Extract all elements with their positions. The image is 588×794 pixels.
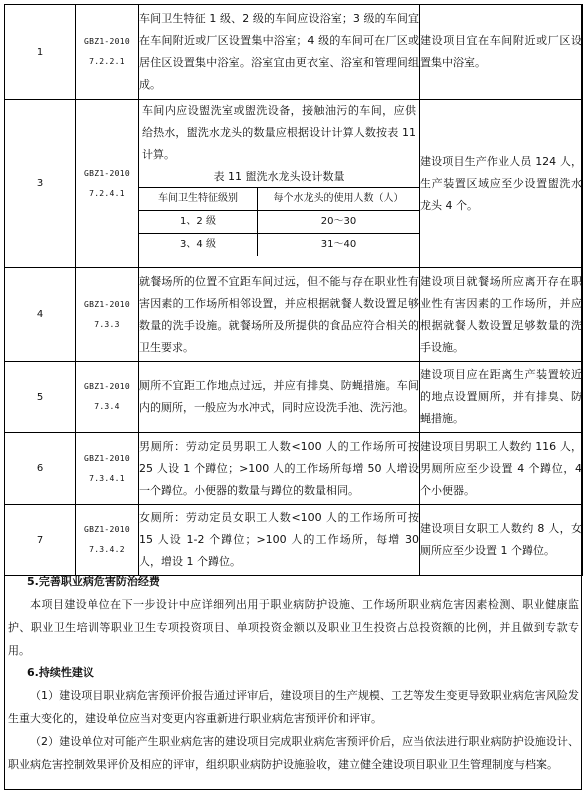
paragraph: （2）建设单位对可能产生职业病危害的建设项目完成职业病危害预评价后，应当依法进行职业病防护设施设计、职业病危害控制效果评价及相应的评审，组织职业病防护设施验收，建立健全建设项目职业卫生管理制度与档案。 (8, 735, 579, 771)
table-row (5, 5, 583, 100)
requirement-text: 就餐场所的位置不宜距车间过远，但不能与存在职业性有害因素的工作场所相邻设置，并应根据就餐人数设置足够数量的洗手设施。就餐场所及所提供的食品应符合相关的卫生要求。 (139, 268, 420, 362)
sub-header: 每个水龙头的使用人数（人） (258, 188, 420, 211)
row-number: 1 (5, 5, 76, 100)
table-row (5, 505, 583, 576)
standard-clause: GBZ1-2010 7.3.3 (76, 268, 139, 362)
paragraph: 本项目建设单位在下一步设计中应详细列出用于职业病防护设施、工作场所职业病危害因素检测、职业健康监护、职业卫生培训等职业卫生专项投资项目、单项投资金额以及职业卫生投资占总投资额的比例，并且做到专款专用。 (8, 598, 579, 657)
standard-clause: GBZ1-2010 7.3.4 (76, 362, 139, 433)
section-funding (5, 570, 581, 662)
row-number: 5 (5, 362, 76, 433)
table-row (5, 268, 583, 362)
sub-cell: 1、2 级 (139, 211, 258, 234)
section-suggestions (5, 661, 581, 776)
suggestion-text: 建设项目女职工人数约 8 人，女厕所应至少设置 1 个蹲位。 (420, 505, 583, 576)
sub-table-caption: 表 11 盥洗水龙头设计数量 (213, 170, 345, 183)
sub-cell: 20～30 (258, 211, 420, 234)
row-number: 4 (5, 268, 76, 362)
requirement-text: 车间卫生特征 1 级、2 级的车间应设浴室；3 级的车间宜在车间附近或厂区设置集中浴室；4 级的车间可在厂区或居住区设置集中浴室。浴室宜由更衣室、浴室和管理间组成。 (139, 5, 420, 100)
row-number: 6 (5, 433, 76, 505)
row-number: 3 (5, 100, 76, 268)
requirement-text: 车间内应设盥洗室或盥洗设备，接触油污的车间，应供给热水，盥洗水龙头的数量应根据设计计算人数按表 11 计算。 (142, 104, 416, 161)
requirement-text: 厕所不宜距工作地点过远，并应有排臭、防蝇措施。车间内的厕所，一般应为水冲式，同时应设洗手池、洗污池。 (139, 362, 420, 433)
suggestion-text: 建设项目宜在车间附近或厂区设置集中浴室。 (420, 5, 583, 100)
sub-header: 车间卫生特征级别 (139, 188, 258, 211)
standard-clause: GBZ1-2010 7.2.4.1 (76, 100, 139, 268)
standard-clause: GBZ1-2010 7.3.4.1 (76, 433, 139, 505)
hygiene-requirements-table (4, 4, 583, 576)
sub-cell: 31～40 (258, 234, 420, 257)
requirement-text: 女厕所：劳动定员女职工人数<100 人的工作场所可按 15 人设 1-2 个蹲位；>100 人的工作场所，每增 30 人，增设 1 个蹲位。 (139, 505, 420, 576)
standard-clause: GBZ1-2010 7.2.2.1 (76, 5, 139, 100)
requirement-text: 男厕所：劳动定员男职工人数<100 人的工作场所可按 25 人设 1 个蹲位；>100 人的工作场所每增 50 人增设一个蹲位。小便器的数量与蹲位的数量相同。 (139, 433, 420, 505)
suggestion-text: 建设项目男职工人数约 116 人，男厕所应至少设置 4 个蹲位，4 个小便器。 (420, 433, 583, 505)
section-title: 6.持续性建议 (27, 666, 94, 679)
suggestion-text: 建设项目就餐场所应离开存在职业性有害因素的工作场所，并应根据就餐人数设置足够数量的洗手设施。 (420, 268, 583, 362)
requirement-cell (139, 100, 420, 268)
row-number: 7 (5, 505, 76, 576)
standard-clause: GBZ1-2010 7.3.4.2 (76, 505, 139, 576)
faucet-count-table (139, 187, 419, 256)
suggestion-text: 建设项目应在距离生产装置较近的地点设置厕所，并有排臭、防蝇措施。 (420, 362, 583, 433)
suggestion-text: 建设项目生产作业人员 124 人，生产装置区域应至少设置盥洗水龙头 4 个。 (420, 100, 583, 268)
table-row (5, 433, 583, 505)
document-page (4, 4, 582, 790)
paragraph: （1）建设项目职业病危害预评价报告通过评审后，建设项目的生产规模、工艺等发生变更导致职业病危害风险发生重大变化的，建设单位应当对变更内容重新进行职业病危害预评价和评审。 (8, 689, 579, 725)
section-title: 5.完善职业病危害防治经费 (27, 575, 160, 588)
table-row (5, 100, 583, 268)
table-row (5, 362, 583, 433)
sub-cell: 3、4 级 (139, 234, 258, 257)
